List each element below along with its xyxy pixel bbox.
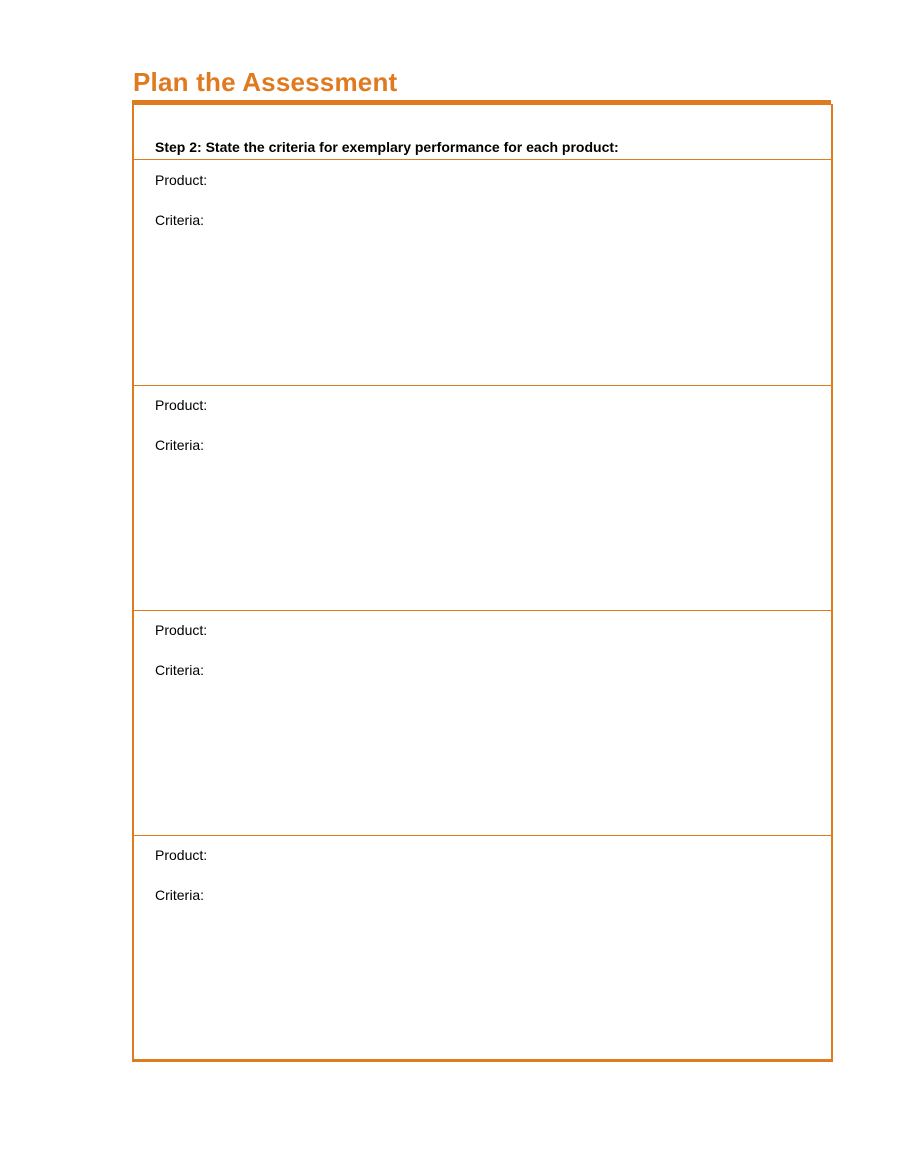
product-entry-1 xyxy=(134,160,831,386)
product-entry-3 xyxy=(134,610,831,836)
product-entry-2 xyxy=(134,385,831,611)
product-label: Product: xyxy=(155,622,208,638)
product-label: Product: xyxy=(155,397,208,413)
criteria-label: Criteria: xyxy=(155,212,205,228)
product-label: Product: xyxy=(155,172,208,188)
criteria-label: Criteria: xyxy=(155,437,205,453)
page-title: Plan the Assessment xyxy=(133,67,398,97)
product-label: Product: xyxy=(155,847,208,863)
criteria-label: Criteria: xyxy=(155,662,205,678)
criteria-label: Criteria: xyxy=(155,887,205,903)
step-instruction: Step 2: State the criteria for exemplary performance for each product: xyxy=(155,139,619,155)
criteria-form xyxy=(132,104,833,1062)
step-header xyxy=(134,104,831,160)
product-entry-4 xyxy=(134,835,831,1060)
